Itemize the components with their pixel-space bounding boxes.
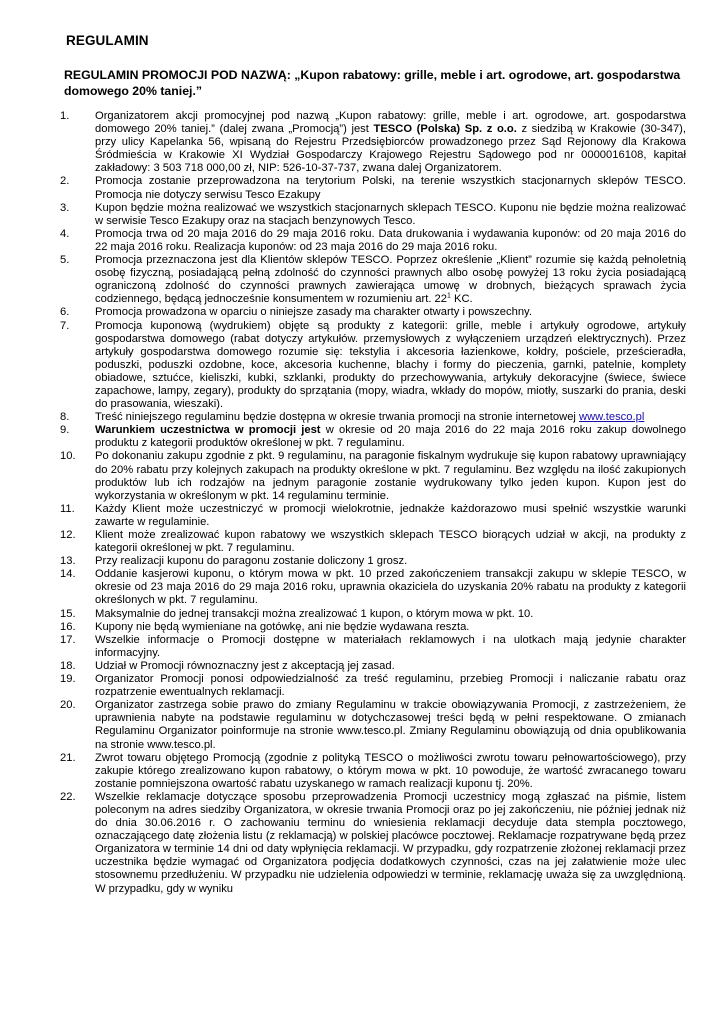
rule-number: 8. [60, 411, 70, 424]
rule-item [60, 699, 686, 751]
text-run: Kupony nie będą wymieniane na gotówkę, ani nie będzie wydawana reszta. [95, 620, 470, 633]
rule-item [60, 424, 686, 450]
text-run: Zwrot towaru objętego Promocją (zgodnie z polityką TESCO o możliwości zwrotu towaru pełnowartościowego), przy zakupie którego zrealizowano kupon rabatowy, o którym mowa w pkt. 10 powoduje, że wartość zwracanego towaru zostanie pomniejszona owartość rabatu uzyskanego w ramach realizacji kuponu tj. 20%. [95, 751, 686, 790]
rule-text [95, 621, 686, 634]
rule-text [95, 306, 686, 319]
rule-text [95, 699, 686, 751]
text-run: Udział w Promocji równoznaczny jest z akceptacją jej zasad. [95, 659, 395, 672]
rule-number: 13. [60, 555, 76, 568]
rules-list [60, 110, 686, 896]
text-run: w okresie od 20 maja 2016 do 22 maja 2016 roku zakup dowolnego produktu z kategorii produktów określonej w pkt. 7 regulaminu. [95, 424, 686, 450]
rule-text [95, 555, 686, 568]
rule-item [60, 110, 686, 175]
rule-item [60, 254, 686, 306]
rule-number: 20. [60, 699, 76, 712]
rule-number: 2. [60, 175, 70, 188]
rule-number: 5. [60, 254, 70, 267]
rule-item [60, 621, 686, 634]
rule-number: 19. [60, 673, 76, 686]
rule-number: 16. [60, 620, 76, 633]
text-run: Promocja prowadzona w oparciu o niniejsze zasady ma charakter otwarty i powszechny. [95, 306, 532, 319]
rule-item [60, 411, 686, 424]
rule-number: 11. [60, 502, 75, 515]
rule-number: 1. [60, 110, 70, 122]
superscript: 1 [447, 292, 451, 300]
rule-text [95, 202, 686, 228]
text-run: Organizator Promocji ponosi odpowiedzialność za treść regulaminu, przebieg Promocji i naliczanie rabatu oraz rozpatrzenie ewentualnych reklamacji. [95, 673, 686, 699]
rule-text [95, 608, 686, 621]
rule-item [60, 555, 686, 568]
rule-text [95, 320, 686, 412]
text-run: Promocja zostanie przeprowadzona na terytorium Polski, na terenie wszystkich stacjonarnych sklepów TESCO. Promocja nie dotyczy serwisu Tesco Ezakupy [95, 175, 686, 201]
text-run: Przy realizacji kuponu do paragonu zostanie doliczony 1 grosz. [95, 555, 408, 568]
bold-text: Warunkiem uczestnictwa w promocji jest [95, 424, 321, 437]
text-run: Wszelkie informacje o Promocji dostępne w materiałach reklamowych i na ulotkach mają jedynie charakter informacyjny. [95, 633, 686, 659]
rule-item [60, 202, 686, 228]
rule-number: 9. [60, 424, 70, 437]
rule-item [60, 503, 686, 529]
text-run: Klient może zrealizować kupon rabatowy we wszystkich sklepach TESCO biorących udział w akcji, na produkty z kategorii określonej w pkt. 7 regulaminu. [95, 529, 686, 555]
text-run: Każdy Klient może uczestniczyć w promocji wielokrotnie, jednakże każdorazowo musi spełnić wszystkie warunki zawarte w regulaminie. [95, 502, 686, 528]
text-run: Po dokonaniu zakupu zgodnie z pkt. 9 regulaminu, na paragonie fiskalnym wydrukuje się kupon rabatowy uprawniający do 20% rabatu przy kolejnych zakupach na produkty określone w pkt. 7 regulaminu. Bez względu na ilość zakupionych produktów lub ich rodzajów na jednym paragonie zostanie wydrukowany tylko jeden kupon. Kupon jest do wykorzystania w określonym w pkt. 14 regulaminu terminie. [95, 450, 686, 502]
rule-number: 4. [60, 227, 70, 240]
rule-number: 12. [60, 529, 76, 541]
rule-number: 18. [60, 659, 76, 672]
rule-number: 6. [60, 306, 70, 319]
text-run: Maksymalnie do jednej transakcji można zrealizować 1 kupon, o którym mowa w pkt. 10. [95, 607, 534, 620]
rule-number: 10. [60, 450, 76, 463]
rule-text [95, 673, 686, 699]
rule-item [60, 529, 686, 555]
text-run: Oddanie kasjerowi kuponu, o którym mowa w pkt. 10 przed zakończeniem transakcji zakupu w sklepie TESCO, w okresie od 23 maja 2016 do 29 maja 2016 roku, uprawnia okaziciela do uzyskania 20% rabatu na produkty z kategorii określonych w pkt. 7 regulaminu. [95, 568, 686, 607]
document-heading: REGULAMIN [66, 33, 149, 48]
rule-number: 3. [60, 201, 70, 214]
rule-text [95, 791, 686, 896]
rule-number: 17. [60, 633, 76, 646]
rule-item [60, 608, 686, 621]
document-subtitle: REGULAMIN PROMOCJI POD NAZWĄ: „Kupon rabatowy: grille, meble i art. ogrodowe, art. gospodarstwa domowego 20% taniej.” [64, 68, 681, 98]
rule-text [95, 424, 686, 450]
rule-item [60, 752, 686, 791]
rule-item [60, 320, 686, 412]
bold-text: TESCO (Polska) Sp. z o.o. [373, 123, 517, 136]
text-run: Promocja trwa od 20 maja 2016 do 29 maja 2016 roku. Data drukowania i wydawania kuponów: od 20 maja 2016 do 22 maja 2016 roku. Realizacja kuponów: od 23 maja 2016 do 29 maja 2016 roku. [95, 227, 686, 253]
rule-number: 7. [60, 319, 70, 332]
text-run: Promocja przeznaczona jest dla Klientów sklepów TESCO. Poprzez określenie „Klient” rozumie się każdą pełnoletnią osobę fizyczną, posiadającą pełną zdolność do czynności prawnych albo osobę powyżej 13 roku życia posiadającą ograniczoną zdolność do czynności prawnych zawierająca umowę w drobnych, bieżących sprawach życia codziennego, będącą jednocześnie konsumentem w rozumieniu art. 22 [95, 254, 686, 306]
rule-item [60, 791, 686, 896]
rule-number: 21. [60, 751, 76, 764]
rule-item [60, 450, 686, 502]
rule-item [60, 228, 686, 254]
rule-text [95, 752, 686, 791]
text-run: Treść niniejszego regulaminu będzie dostępna w okresie trwania promocji na stronie internetowej [95, 411, 580, 424]
rule-text [95, 529, 686, 555]
rule-text [95, 634, 686, 660]
rule-text [95, 175, 686, 201]
rule-item [60, 175, 686, 201]
rule-text [95, 660, 686, 673]
text-run: Kupon będzie można realizować we wszystkich stacjonarnych sklepach TESCO. Kuponu nie będzie można realizować w serwisie Tesco Ezakupy oraz na stacjach benzynowych Tesco. [95, 201, 686, 227]
rule-item [60, 306, 686, 319]
text-run: z siedzibą w Krakowie (30-347), przy ulicy Kapelanka 56, wpisaną do Rejestru Przedsiębiorców prowadzonego przez Sąd Rejonowy dla Krakowa Śródmieścia w Krakowie XI Wydział Gospodarczy Krajowego Rejestru Sądowego pod nr 0000016108, kapitał zakładowy: 3 503 718 000,00 zł, NIP: 526-10-37-737, zwana dalej Organizatorem. [95, 123, 687, 175]
rule-number: 14. [60, 568, 76, 581]
rule-text [95, 503, 686, 529]
text-run: Organizatorem akcji promocyjnej pod nazwą „Kupon rabatowy: grille, meble i art. ogrodowe, art. gospodarstwa domowego 20% taniej.” (dalej zwana „Promocją”) jest [95, 110, 686, 136]
rule-item [60, 634, 686, 660]
rule-item [60, 568, 686, 607]
rule-number: 22. [60, 790, 76, 803]
text-run: Promocja kuponową (wydrukiem) objęte są produkty z kategorii: grille, meble i artykuły ogrodowe, artykuły gospodarstwa domowego (rabat dotyczy artykułów. przemysłowych z wyłączeniem urządzeń elektrycznych). Przez artykuły gospodarstwa domowego rozumie się: tekstylia i akcesoria łazienkowe, kołdry, pościele, prześcieradła, poduszki, poduszki ozdobne, koce, akcesoria kuchenne, blachy i formy do pieczenia, garnki, patelnie, komplety obiadowe, sztućce, kieliszki, kubki, szklanki, produkty do przechowywania, artykuły dekoracyjne (świece, świece zapachowe, lampy, zegary), produkty do sprzątania (mopy, wiadra, wkłady do mopów, miotły, suszarki do prania, deski do prasowania, wieszaki). [95, 319, 686, 411]
rule-text [95, 254, 686, 306]
rule-number: 15. [60, 607, 76, 620]
rule-text [95, 450, 686, 502]
website-link[interactable]: www.tesco.pl [579, 411, 645, 424]
rule-item [60, 660, 686, 673]
rule-item [60, 673, 686, 699]
rule-text [95, 568, 686, 607]
rule-text [95, 411, 686, 424]
text-run: Wszelkie reklamacje dotyczące sposobu przeprowadzenia Promocji uczestnicy mogą zgłaszać na piśmie, listem poleconym na adres siedziby Organizatora, w okresie trwania Promocji oraz po jej zakończeniu, nie później jednak niż do dnia 30.06.2016 r. O zachowaniu terminu do wniesienia reklamacji decyduje data stempla pocztowego, oznaczającego datę złożenia listu (z reklamacją) w polskiej placówce pocztowej. Reklamacje rozpatrywane będą przez Organizatora w terminie 14 dni od daty wpłynięcia reklamacji. W przypadku, gdy rozpatrzenie złożonej reklamacji przez uczestnika będzie wymagać od Organizatora podjęcia dodatkowych czynności, czas na jej załatwienie może ulec stosownemu przedłużeniu. W przypadku nie udzielenia odpowiedzi w terminie, reklamację uważa się za uwzględnioną. W przypadku, gdy w wyniku [95, 790, 686, 895]
text-run: Organizator zastrzega sobie prawo do zmiany Regulaminu w trakcie obowiązywania Promocji, z zastrzeżeniem, że uprawnienia nabyte na podstawie regulaminu w dotychczasowej treści będą w pełni respektowane. O zmianach Regulaminu Organizator poinformuje na stronie www.tesco.pl. Zmiany Regulaminu obowiązują od dnia opublikowania na stronie www.tesco.pl. [95, 699, 686, 751]
rule-text [95, 228, 686, 254]
text-run: KC. [450, 293, 473, 306]
rule-text [95, 110, 686, 175]
